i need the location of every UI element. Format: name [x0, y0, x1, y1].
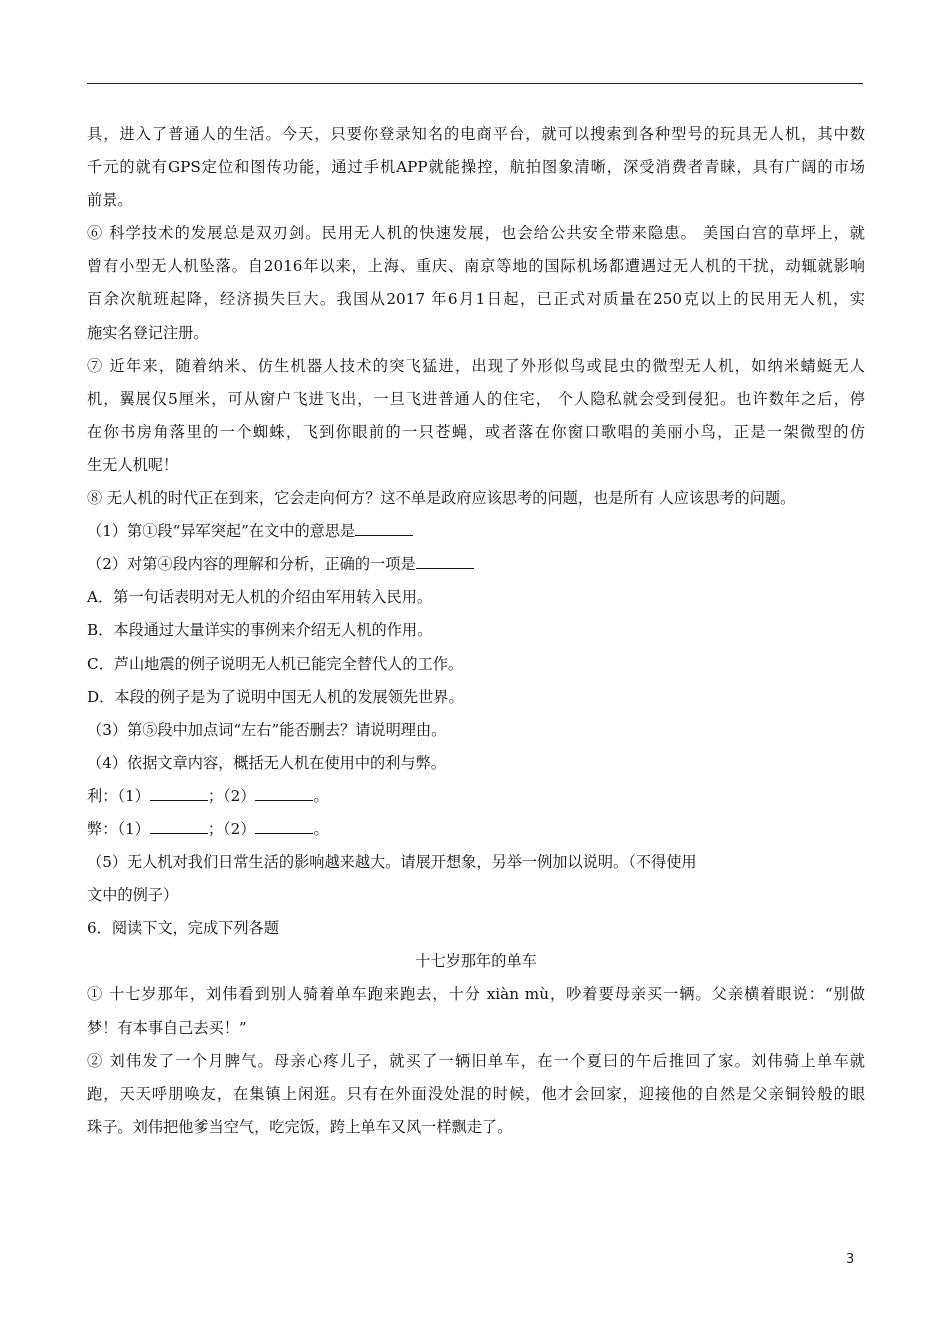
paragraph-7-start: ⑦ 近年来，随着纳米、仿生机器人技术的突飞猛进，出现了外形似鸟或昆虫的微型无人机，如纳米蜻蜓无人	[87, 356, 865, 375]
page-number: 3	[846, 1252, 855, 1267]
answer-blank[interactable]	[150, 819, 208, 834]
text-line: 千元的就有GPS定位和图传功能，通过手机APP就能操控，航拍图象清晰，深受消费者青睐，具有广阔的市场	[87, 158, 865, 177]
answer-blank[interactable]	[416, 554, 474, 569]
question-1-text: （1）第①段“异军突起”在文中的意思是	[87, 522, 356, 541]
question-2	[87, 548, 865, 581]
question-5: （5）无人机对我们日常生活的影响越来越大。请展开想象，另举一例加以说明。（不得使用	[87, 853, 697, 872]
text-line: 在你书房角落里的一个蜘蛛，飞到你眼前的一只苍蝇，或者落在你窗口歌唱的美丽小鸟，正是一架微型的仿	[87, 422, 865, 441]
passage-title: 十七岁那年的单车	[415, 952, 537, 971]
option-d: D．本段的例子是为了说明中国无人机的发展领先世界。	[87, 687, 464, 706]
question-6-heading: 6．阅读下文，完成下列各题	[87, 919, 279, 938]
item-2-label: （2）	[223, 819, 256, 838]
header-rule	[87, 83, 863, 84]
option-a: A．第一句话表明对无人机的介绍由军用转入民用。	[87, 588, 433, 607]
text-line: 前景。	[87, 191, 133, 210]
answer-blank[interactable]	[355, 521, 413, 536]
question-4: （4）依据文章内容，概括无人机在使用中的利与弊。	[87, 753, 446, 772]
text-line: 机，翼展仅5厘米，可从窗户飞进飞出，一旦飞进普通人的住宅， 个人隐私就会受到侵犯。也许数年之后，停	[87, 389, 865, 408]
passage-paragraph-2: ② 刘伟发了一个月脾气。母亲心疼儿子，就买了一辆旧单车，在一个夏曰的午后推回了家。刘伟骑上单车就	[87, 1051, 865, 1070]
end-mark: 。	[313, 786, 329, 805]
text-line: 具，进入了普通人的生活。今天，只要你登录知名的电商平台，就可以搜索到各种型号的玩具无人机，其中数	[87, 125, 865, 143]
advantages-label: 利：（1）	[87, 786, 150, 805]
item-2-label: （2）	[223, 786, 256, 805]
question-3: （3）第⑤段中加点词“左右”能否删去？请说明理由。	[87, 720, 447, 739]
separator: ；	[207, 819, 224, 838]
text-line: 曾有小型无人机坠落。自2016年以来，上海、重庆、南京等地的国际机场都遭遇过无人机的干扰，动辄就影响	[87, 257, 865, 276]
text-line: 梦！有本事自己去买！”	[87, 1018, 247, 1037]
separator: ；	[207, 786, 224, 805]
text-line: 珠子。刘伟把他爹当空气，吃完饭，跨上单车又风一样飘走了。	[87, 1117, 513, 1136]
answer-blank[interactable]	[150, 786, 208, 801]
paragraph-6-start: ⑥ 科学技术的发展总是双刃剑。民用无人机的快速发展，也会给公共安全带来隐患。 美国白宫的草坪上，就	[87, 224, 865, 243]
question-5-cont: 文中的例子）	[87, 886, 179, 905]
advantages-line	[87, 780, 865, 813]
question-2-text: （2）对第④段内容的理解和分析，正确的一项是	[87, 555, 416, 574]
end-mark: 。	[313, 819, 329, 838]
text-line: 百余次航班起降，经济损失巨大。我国从2017 年6月1日起，已正式对质量在250克以上的民用无人机，实	[87, 290, 865, 309]
option-b: B．本段通过大量详实的事例来介绍无人机的作用。	[87, 621, 433, 640]
disadvantages-line	[87, 813, 865, 846]
disadvantages-label: 弊：（1）	[87, 819, 150, 838]
option-c: C．芦山地震的例子说明无人机已能完全替代人的工作。	[87, 654, 464, 673]
question-1	[87, 515, 865, 548]
answer-blank[interactable]	[255, 819, 313, 834]
text-line: 生无人机呢！	[87, 455, 179, 474]
answer-blank[interactable]	[255, 786, 313, 801]
passage-paragraph-1: ① 十七岁那年，刘伟看到别人骑着单车跑来跑去，十分 xiàn mù，吵着要母亲买一辆。父亲横着眼说：“别做	[87, 985, 865, 1004]
text-line: 施实名登记注册。	[87, 323, 209, 342]
text-line: 跑，天天呼朋唤友，在集镇上闲逛。只有在外面没处混的时候，他才会回家，迎接他的自然是父亲铜铃般的眼	[87, 1084, 865, 1103]
document-body	[87, 118, 865, 1144]
paragraph-8: ⑧ 无人机的时代正在到来，它会走向何方？这不单是政府应该思考的问题，也是所有 人应该思考的问题。	[87, 489, 796, 508]
